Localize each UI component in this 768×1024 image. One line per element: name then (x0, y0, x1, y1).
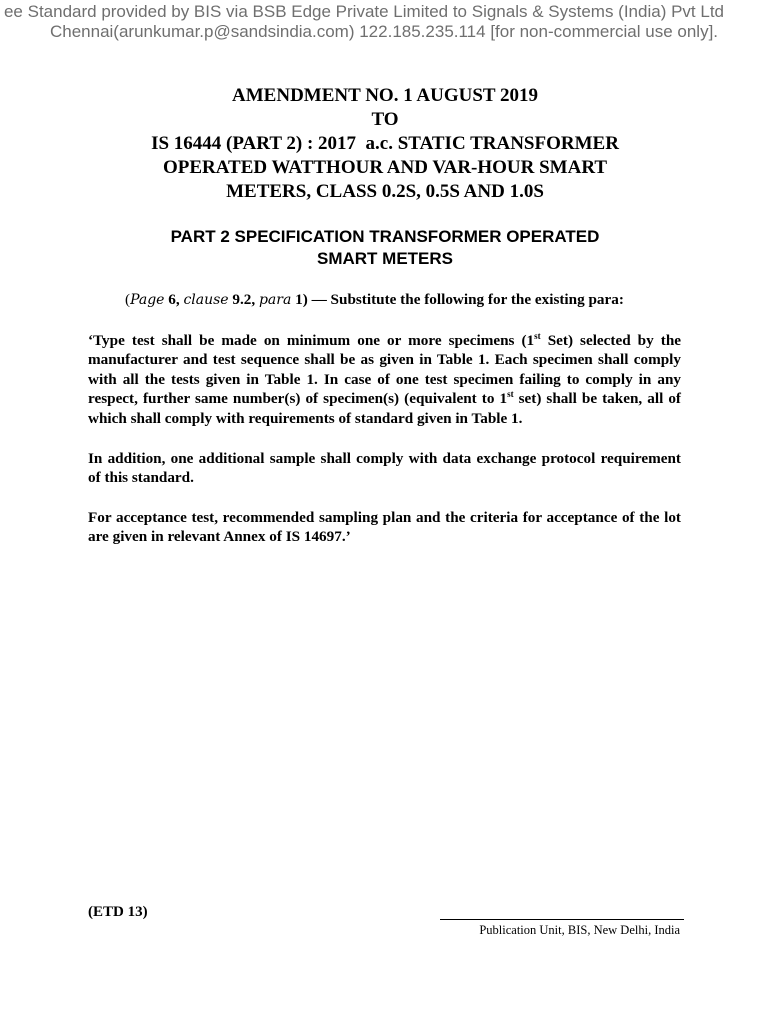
title-line-3: IS 16444 (PART 2) : 2017 a.c. STATIC TRANSFORMER (151, 133, 619, 154)
intro-para-num: 1 (295, 291, 303, 308)
watermark-line-1: ee Standard provided by BIS via BSB Edge Private Limited to Signals & Systems (India) Pvt Ltd (3, 2, 725, 21)
para1-a: ‘Type test shall be made on minimum one or more specimens (1 (88, 331, 535, 349)
para1-c: set) shall be taken, all of which shall comply with requirements of standard given in Table 1. (88, 390, 681, 427)
title-line-2: TO (371, 109, 399, 130)
intro-clause-num: 9.2 (232, 291, 252, 308)
intro-page-num: 6 (168, 291, 176, 308)
paragraph-type-test (88, 331, 681, 429)
footer-rule (440, 919, 684, 920)
intro-paragraph: (Page 6, clause 9.2, para 1) — Substitute the following for the existing para: (125, 291, 624, 308)
intro-clause-label: clause (183, 292, 229, 308)
paragraph-acceptance-test: For acceptance test, recommended sampling plan and the criteria for acceptance of the lot are given in relevant Annex of IS 14697.’ (88, 508, 681, 546)
amendment-title (88, 84, 682, 204)
intro-rest: ) — Substitute the following for the existing para: (302, 291, 624, 308)
subtitle-line-1: PART 2 SPECIFICATION TRANSFORMER OPERATED (170, 227, 600, 246)
amendment-body (88, 290, 681, 567)
subtitle-line-2: SMART METERS (317, 249, 453, 268)
committee-reference: (ETD 13) (88, 904, 148, 920)
para1-sup2: st (507, 389, 514, 400)
publisher-line: Publication Unit, BIS, New Delhi, India (479, 923, 680, 937)
paragraph-data-exchange: In addition, one additional sample shall comply with data exchange protocol requirement of this standard. (88, 449, 681, 487)
intro-page-label: Page (130, 292, 165, 308)
title-line-5: METERS, CLASS 0.2S, 0.5S AND 1.0S (226, 181, 544, 202)
watermark-banner (0, 2, 768, 42)
title-line-1: AMENDMENT NO. 1 AUGUST 2019 (232, 85, 538, 106)
para1-sup1: st (534, 330, 541, 341)
para1-b: Set) selected by the manufacturer and test sequence shall be as given in Table 1. Each specimen shall comply with all the tests given in Table 1. In case of one test specimen failing to comply in any respect, further same number(s) of specimen(s) (equivalent to 1 (88, 331, 682, 408)
watermark-line-2: Chennai(arunkumar.p@sandsindia.com) 122.185.235.114 [for non-commercial use only]. (49, 22, 719, 41)
title-line-4: OPERATED WATTHOUR AND VAR-HOUR SMART (162, 157, 608, 178)
intro-open: ( (125, 291, 131, 308)
part-subtitle (88, 226, 682, 270)
intro-para-label: para (258, 292, 292, 308)
